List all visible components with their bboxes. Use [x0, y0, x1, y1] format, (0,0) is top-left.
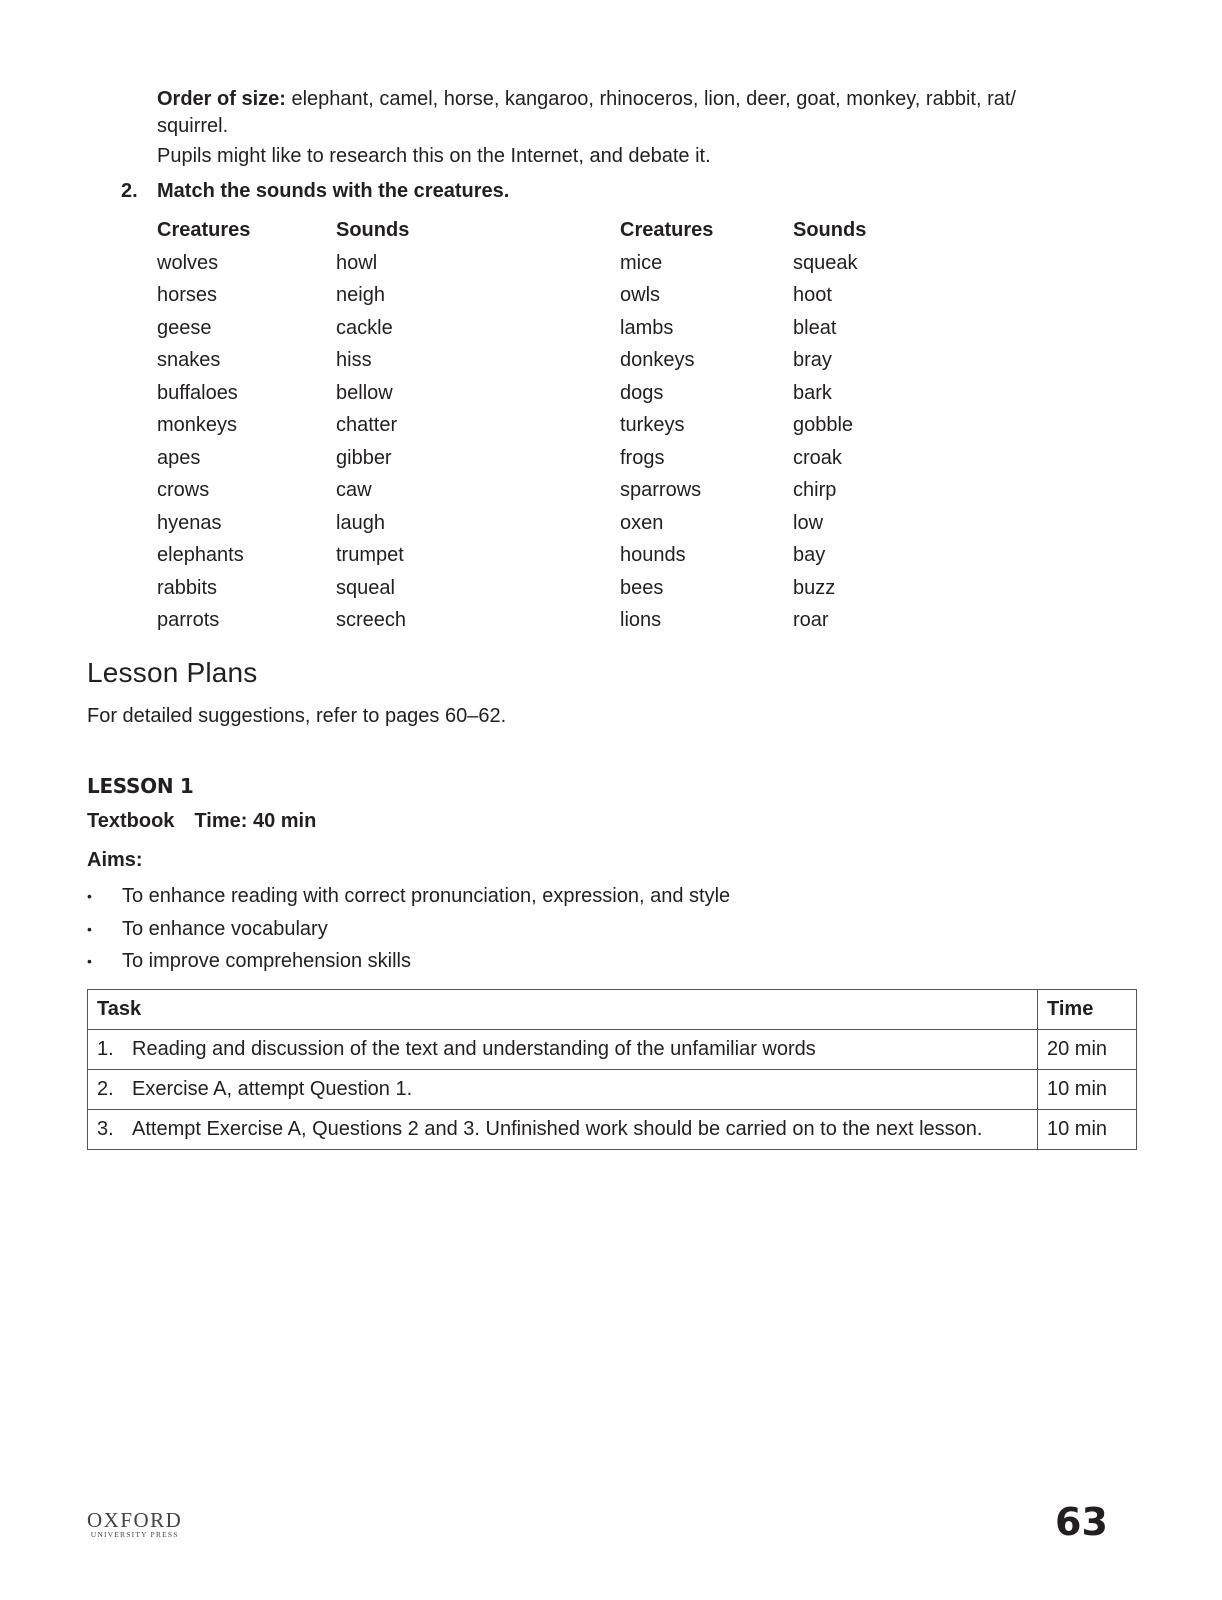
list-item: hyenas [157, 511, 222, 534]
task-cell [88, 1030, 1038, 1070]
lesson-plans-intro: For detailed suggestions, refer to pages 60–62. [87, 705, 507, 727]
question-number: 2. [121, 180, 138, 202]
task-text: Attempt Exercise A, Questions 2 and 3. Unfinished work should be carried on to the next lesson. [132, 1118, 983, 1140]
task-number: 1. [97, 1038, 114, 1060]
list-item: oxen [620, 511, 664, 534]
list-item: low [793, 511, 824, 534]
list-item: donkeys [620, 349, 695, 371]
right-sounds-column [793, 214, 866, 637]
logo-main-text: OXFORD [87, 1508, 183, 1532]
list-item: wolves [157, 251, 219, 274]
list-item: snakes [157, 349, 221, 371]
question-title: Match the sounds with the creatures. [157, 180, 510, 202]
list-item: bellow [336, 381, 393, 404]
list-item: mice [620, 251, 663, 274]
bullet-icon: • [87, 920, 92, 937]
list-item: sparrows [620, 479, 702, 501]
bullet-icon: • [87, 953, 92, 969]
left-sounds-column [336, 214, 409, 637]
list-item: parrots [157, 609, 220, 631]
time-header: Time [1038, 990, 1137, 1030]
list-item: bay [793, 544, 826, 566]
list-item: laugh [336, 511, 385, 534]
time-cell: 20 min [1038, 1030, 1137, 1070]
list-item [87, 913, 730, 946]
list-item: squeak [793, 251, 858, 274]
task-number: 3. [97, 1118, 114, 1140]
aim-text: To improve comprehension skills [122, 950, 412, 972]
list-item: gibber [336, 446, 392, 469]
list-item: howl [336, 251, 378, 274]
list-item: lambs [620, 316, 674, 339]
list-item: lions [620, 609, 662, 631]
list-item: owls [620, 284, 661, 306]
left-creatures-column [157, 214, 250, 637]
list-item: buzz [793, 576, 836, 599]
task-table [87, 989, 1137, 1150]
table-header-row [88, 990, 1137, 1030]
list-item: turkeys [620, 414, 685, 436]
list-item [87, 945, 730, 978]
order-of-size-label: Order of size: [157, 88, 286, 110]
list-item: rabbits [157, 576, 218, 599]
table-row [88, 1070, 1137, 1110]
list-item: croak [793, 446, 842, 469]
task-cell [88, 1110, 1038, 1150]
list-item: horses [157, 284, 218, 306]
table-row [88, 1110, 1137, 1150]
list-item: dogs [620, 381, 664, 404]
column-header: Sounds [793, 219, 867, 241]
list-item [87, 880, 730, 913]
textbook-time-line [87, 810, 316, 833]
list-item: buffaloes [157, 381, 238, 404]
column-header: Sounds [336, 219, 410, 241]
task-number: 2. [97, 1078, 114, 1100]
list-item: caw [336, 479, 372, 501]
research-note: Pupils might like to research this on the Internet, and debate it. [157, 145, 711, 167]
list-item: gobble [793, 414, 854, 436]
list-item: squeal [336, 576, 395, 599]
task-text: Exercise A, attempt Question 1. [132, 1078, 413, 1100]
oxford-logo [87, 1510, 182, 1539]
list-item: bray [793, 349, 832, 371]
time-cell: 10 min [1038, 1070, 1137, 1110]
list-item: roar [793, 609, 829, 631]
list-item: hounds [620, 544, 686, 566]
list-item: apes [157, 446, 201, 469]
task-text: Reading and discussion of the text and understanding of the unfamiliar words [132, 1038, 816, 1060]
list-item: trumpet [336, 544, 404, 566]
order-of-size-text: elephant, camel, horse, kangaroo, rhinoceros, lion, deer, goat, monkey, rabbit, rat/ squirrel. [157, 88, 1016, 137]
list-item: elephants [157, 544, 244, 566]
list-item: bleat [793, 316, 837, 339]
bullet-icon: • [87, 888, 92, 904]
aim-text: To enhance reading with correct pronunciation, expression, and style [122, 885, 731, 907]
list-item: hoot [793, 284, 832, 306]
list-item: chirp [793, 479, 837, 501]
lesson-title: LESSON 1 [87, 774, 194, 798]
list-item: chatter [336, 414, 398, 436]
time-label: Time: 40 min [194, 810, 317, 832]
task-header: Task [88, 990, 1038, 1030]
lesson-plans-heading: Lesson Plans [87, 657, 258, 688]
aims-label: Aims: [87, 849, 143, 871]
list-item: screech [336, 609, 407, 631]
list-item: hiss [336, 349, 372, 371]
textbook-label: Textbook [87, 810, 175, 832]
right-creatures-column [620, 214, 713, 637]
list-item: frogs [620, 446, 665, 469]
time-cell: 10 min [1038, 1110, 1137, 1150]
aims-list [87, 880, 730, 978]
list-item: neigh [336, 284, 385, 306]
page-number: 63 [1055, 1500, 1108, 1544]
column-header: Creatures [620, 219, 714, 241]
table-row [88, 1030, 1137, 1070]
list-item: cackle [336, 316, 393, 339]
list-item: geese [157, 316, 212, 339]
list-item: crows [157, 479, 210, 501]
task-cell [88, 1070, 1038, 1110]
aim-text: To enhance vocabulary [122, 917, 328, 940]
list-item: bees [620, 576, 664, 599]
logo-sub-text: UNIVERSITY PRESS [90, 1530, 179, 1539]
list-item: bark [793, 381, 832, 404]
list-item: monkeys [157, 414, 238, 436]
column-header: Creatures [157, 219, 251, 241]
order-of-size-paragraph [157, 86, 1077, 140]
